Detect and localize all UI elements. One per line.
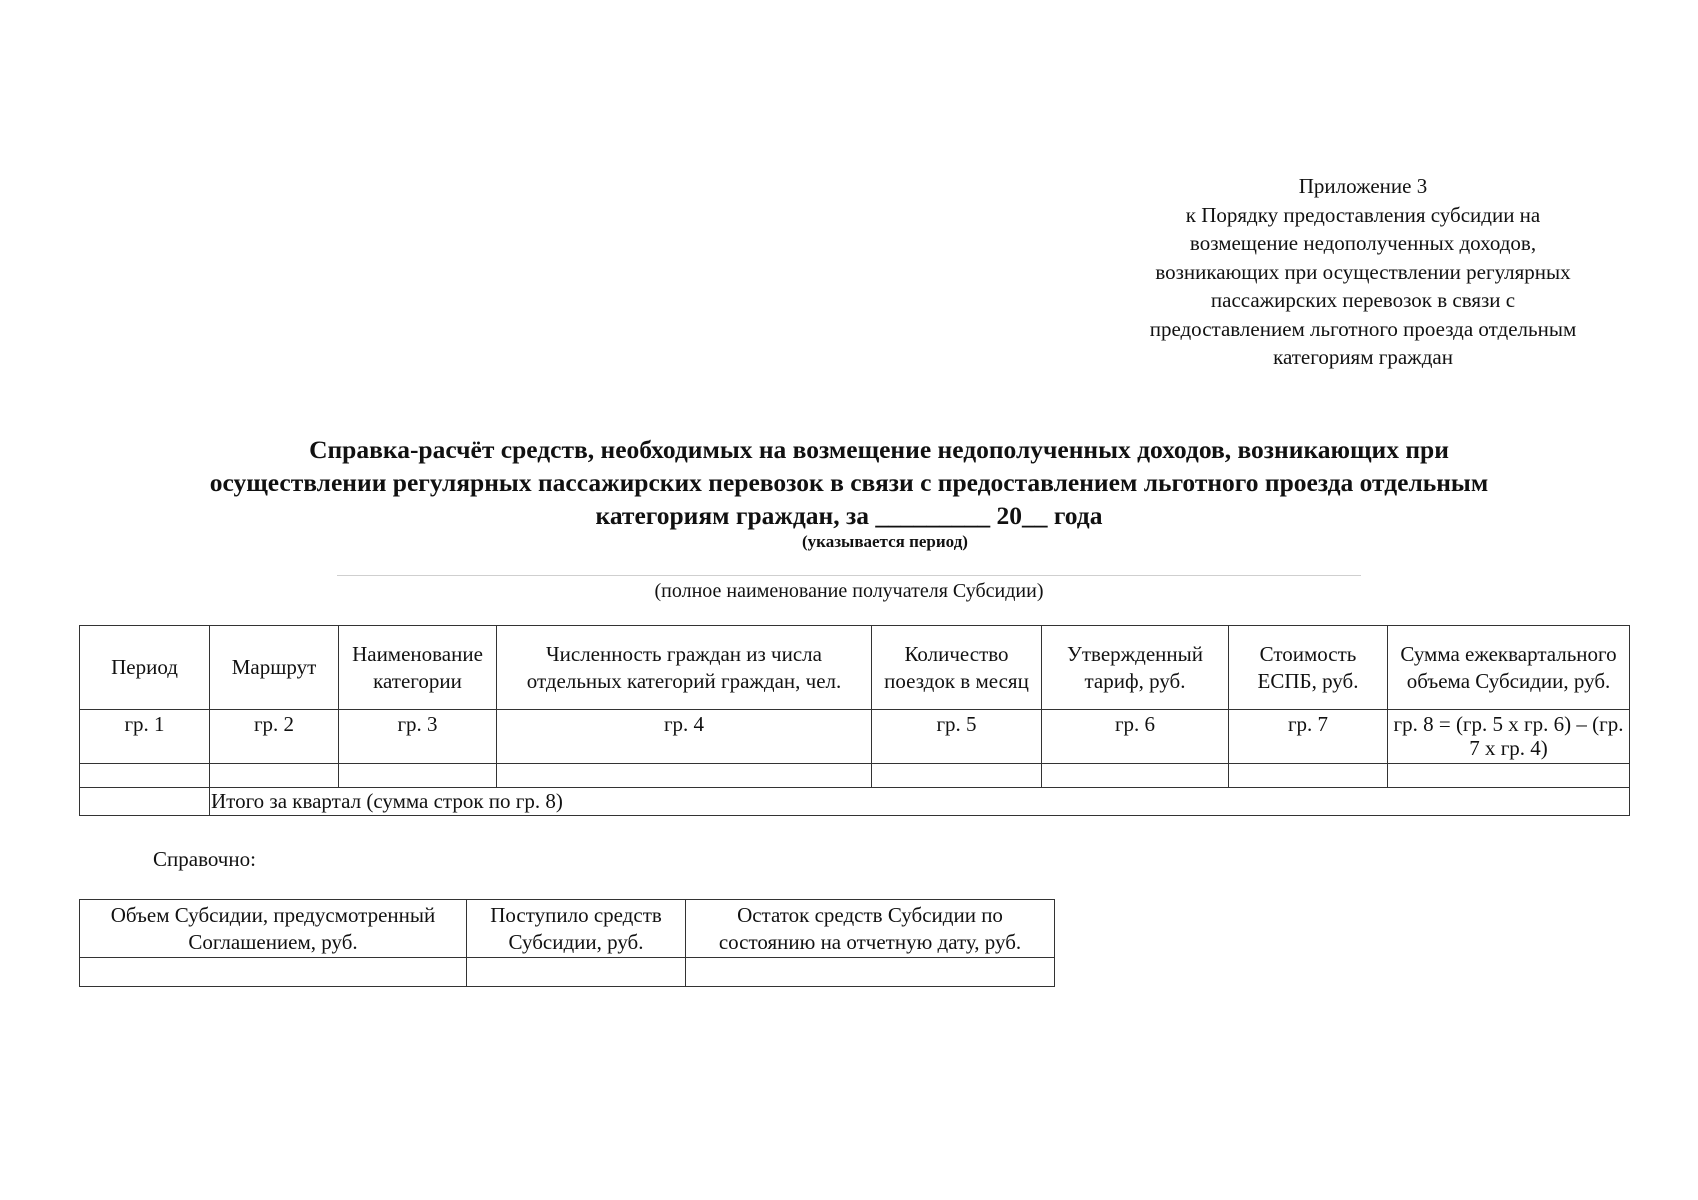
column-number-row — [80, 710, 1630, 764]
table-header-row — [80, 626, 1630, 710]
appendix-line: категориям граждан — [1273, 345, 1453, 369]
column-number-cell: гр. 2 — [210, 710, 339, 764]
column-number-cell: гр. 1 — [80, 710, 210, 764]
period-hint: (указывается период) — [802, 532, 968, 551]
table-cell — [872, 764, 1042, 788]
header-cell: Стоимость ЕСПБ, руб. — [1229, 626, 1388, 710]
column-number-cell: гр. 3 — [339, 710, 497, 764]
header-cell: Наименование категории — [339, 626, 497, 710]
table-row — [80, 764, 1630, 788]
title-line-1: Справка-расчёт средств, необходимых на возмещение недополученных доходов, возникающих при — [309, 435, 1449, 464]
appendix-note — [1118, 172, 1608, 372]
table-cell — [1042, 764, 1229, 788]
table-header-row — [80, 900, 1055, 958]
appendix-line: предоставлением льготного проезда отдельным — [1149, 316, 1577, 341]
header-cell: Численность граждан из числа отдельных категорий граждан, чел. — [497, 626, 872, 710]
header-cell: Маршрут — [210, 626, 339, 710]
column-number-cell: гр. 8 = (гр. 5 х гр. 6) – (гр. 7 х гр. 4) — [1388, 710, 1630, 764]
table-cell — [210, 764, 339, 788]
calculation-table — [79, 625, 1630, 816]
header-cell: Количество поездок в месяц — [872, 626, 1042, 710]
column-number-cell: гр. 7 — [1229, 710, 1388, 764]
header-cell: Утвержденный тариф, руб. — [1042, 626, 1229, 710]
total-row — [80, 788, 1630, 816]
appendix-line: возникающих при осуществлении регулярных — [1155, 259, 1571, 284]
recipient-name-line — [337, 575, 1361, 576]
table-cell — [80, 788, 210, 816]
table-cell — [467, 958, 686, 987]
column-number-cell: гр. 5 — [872, 710, 1042, 764]
column-number-cell: гр. 4 — [497, 710, 872, 764]
table-cell — [497, 764, 872, 788]
header-cell: Период — [80, 626, 210, 710]
appendix-line: пассажирских перевозок в связи с — [1210, 288, 1516, 312]
reference-label: Справочно: — [153, 847, 256, 871]
appendix-line: возмещение недополученных доходов, — [1189, 231, 1537, 255]
appendix-line: Приложение 3 — [1298, 174, 1428, 198]
reference-table — [79, 899, 1055, 987]
table-cell — [686, 958, 1055, 987]
total-label: Итого за квартал (сумма строк по гр. 8) — [210, 788, 1630, 816]
header-cell: Объем Субсидии, предусмотренный Соглашением, руб. — [80, 900, 467, 958]
recipient-hint: (полное наименование получателя Субсидии) — [654, 580, 1044, 602]
table-cell — [80, 764, 210, 788]
title-line-3: категориям граждан, за _________ 20__ года — [595, 501, 1103, 530]
appendix-line: к Порядку предоставления субсидии на — [1185, 202, 1541, 227]
document-title — [60, 433, 1638, 532]
header-cell: Остаток средств Субсидии по состоянию на отчетную дату, руб. — [686, 900, 1055, 958]
table-cell — [339, 764, 497, 788]
header-cell: Сумма ежеквартального объема Субсидии, руб. — [1388, 626, 1630, 710]
table-cell — [1388, 764, 1630, 788]
table-cell — [80, 958, 467, 987]
table-cell — [1229, 764, 1388, 788]
column-number-cell: гр. 6 — [1042, 710, 1229, 764]
title-line-2: осуществлении регулярных пассажирских перевозок в связи с предоставлением льготного проезда отдельным — [209, 468, 1489, 497]
table-row — [80, 958, 1055, 987]
header-cell: Поступило средств Субсидии, руб. — [467, 900, 686, 958]
